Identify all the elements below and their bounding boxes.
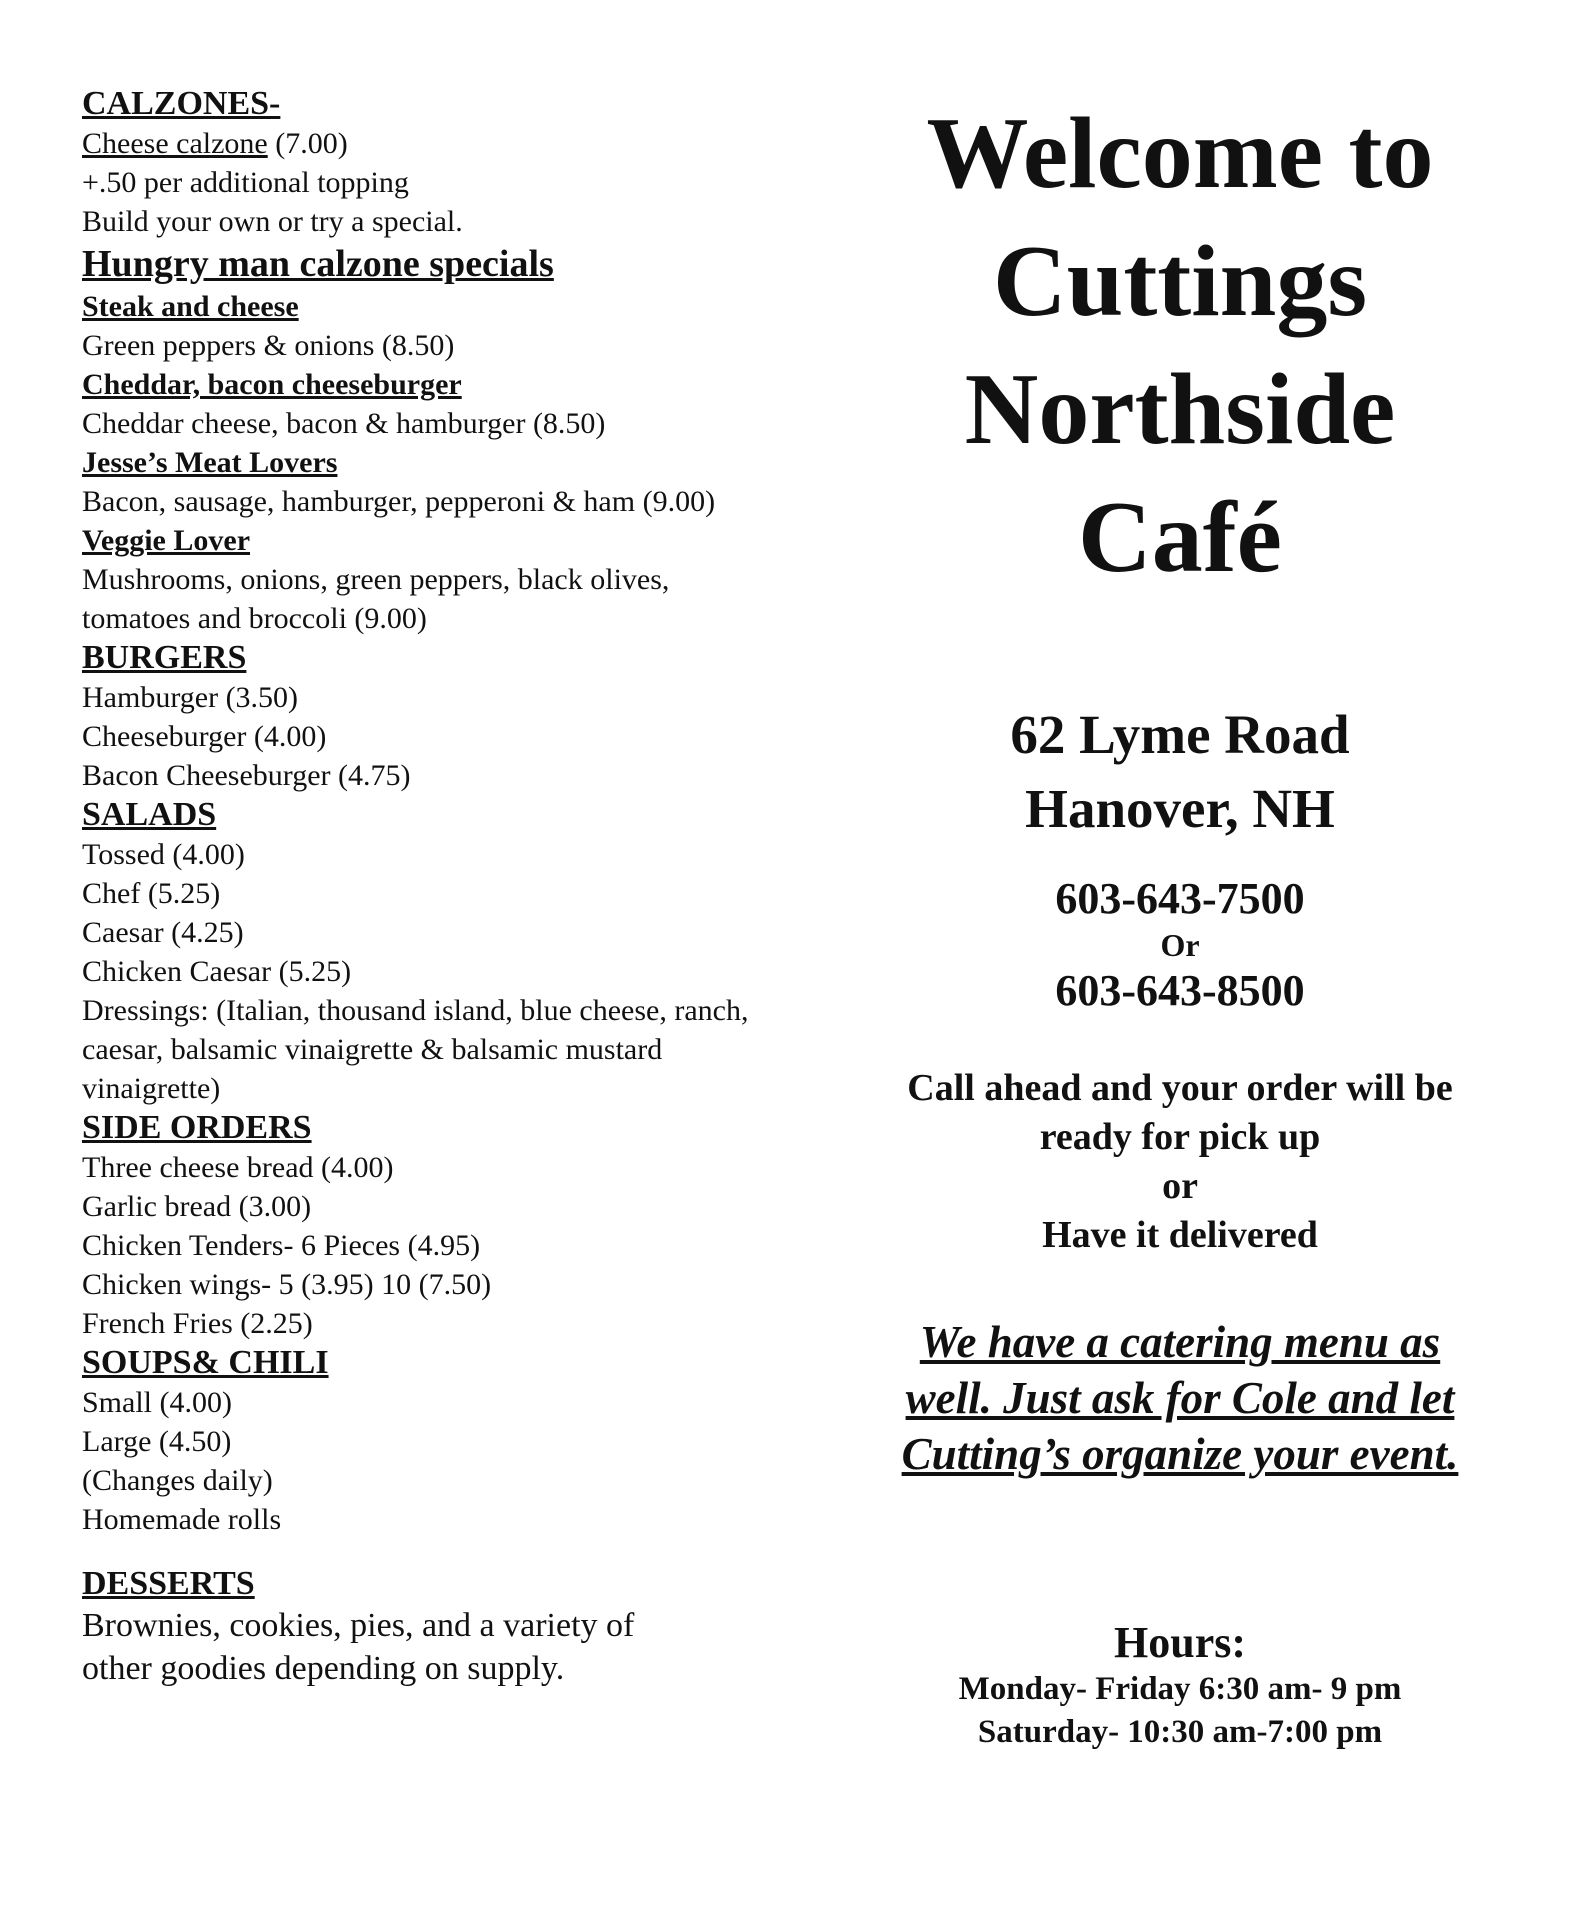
sides-heading: SIDE ORDERS: [82, 1109, 312, 1146]
call-ahead-line: or: [1162, 1165, 1198, 1207]
menu-item: French Fries (2.25): [82, 1307, 313, 1340]
special-name: Steak and cheese: [82, 290, 299, 323]
burgers-heading: BURGERS: [82, 639, 247, 676]
call-ahead-note: [860, 1064, 1500, 1260]
menu-column: [82, 84, 782, 1690]
soups-heading: SOUPS& CHILI: [82, 1344, 329, 1381]
menu-item: Garlic bread (3.00): [82, 1190, 312, 1223]
catering-note: [860, 1314, 1500, 1482]
catering-line: well. Just ask for Cole and let: [905, 1373, 1455, 1423]
menu-item: Chicken Tenders- 6 Pieces (4.95): [82, 1229, 481, 1262]
desserts-text: Brownies, cookies, pies, and a variety of other goodies depending on supply.: [82, 1607, 635, 1687]
catering-line: We have a catering menu as: [919, 1317, 1441, 1367]
phone-number: 603-643-7500: [1055, 874, 1305, 923]
cheese-calzone-price: (7.00): [267, 127, 348, 160]
call-ahead-line: Have it delivered: [1042, 1214, 1318, 1256]
specials-heading: Hungry man calzone specials: [82, 243, 554, 285]
salads-heading: SALADS: [82, 796, 217, 833]
special-desc: Green peppers & onions (8.50): [82, 329, 455, 362]
special-desc: Cheddar cheese, bacon & hamburger (8.50): [82, 407, 606, 440]
phone-or: Or: [1160, 927, 1200, 963]
spacer: [82, 1539, 782, 1564]
cheese-calzone-name: Cheese calzone: [82, 127, 268, 160]
menu-item: Small (4.00): [82, 1386, 232, 1419]
hours-title: Hours:: [1114, 1618, 1246, 1667]
menu-item: (Changes daily): [82, 1464, 273, 1497]
menu-item: Tossed (4.00): [82, 838, 245, 871]
special-name: Cheddar, bacon cheeseburger: [82, 368, 462, 401]
address: [860, 698, 1500, 846]
topping-note: +.50 per additional topping: [82, 166, 409, 199]
menu-item: Large (4.50): [82, 1425, 232, 1458]
menu-item: Chef (5.25): [82, 877, 221, 910]
special-name: Veggie Lover: [82, 524, 251, 557]
calzones-heading: CALZONES-: [82, 85, 281, 122]
build-note: Build your own or try a special.: [82, 205, 463, 238]
special-desc: Bacon, sausage, hamburger, pepperoni & ham (9.00): [82, 485, 716, 518]
welcome-line: Northside: [964, 353, 1396, 466]
welcome-line: Welcome to: [926, 97, 1434, 210]
desserts-heading: DESSERTS: [82, 1565, 255, 1602]
welcome-line: Café: [1078, 481, 1282, 594]
menu-item: Chicken Caesar (5.25): [82, 955, 352, 988]
hours-line: Saturday- 10:30 am-7:00 pm: [977, 1714, 1383, 1750]
dressings-note: Dressings: (Italian, thousand island, blue cheese, ranch, caesar, balsamic vinaigrette & balsamic mustard vinaigrette): [82, 994, 749, 1105]
call-ahead-line: ready for pick up: [1039, 1116, 1321, 1158]
address-line: 62 Lyme Road: [1010, 704, 1350, 765]
menu-item: Hamburger (3.50): [82, 681, 299, 714]
welcome-line: Cuttings: [992, 225, 1368, 338]
hours-line: Monday- Friday 6:30 am- 9 pm: [958, 1671, 1402, 1707]
catering-line: Cutting’s organize your event.: [901, 1429, 1459, 1479]
info-column: [860, 90, 1500, 1754]
phone-block: [860, 874, 1500, 1016]
cheese-calzone-item: [82, 124, 782, 163]
special-desc: Mushrooms, onions, green peppers, black olives, tomatoes and broccoli (9.00): [82, 563, 670, 635]
menu-item: Bacon Cheeseburger (4.75): [82, 759, 411, 792]
phone-number: 603-643-8500: [1055, 966, 1305, 1015]
menu-item: Chicken wings- 5 (3.95) 10 (7.50): [82, 1268, 492, 1301]
address-line: Hanover, NH: [1025, 778, 1335, 839]
menu-item: Caesar (4.25): [82, 916, 244, 949]
call-ahead-line: Call ahead and your order will be: [907, 1067, 1453, 1109]
menu-item: Three cheese bread (4.00): [82, 1151, 394, 1184]
welcome-title: [860, 90, 1500, 602]
menu-item: Cheeseburger (4.00): [82, 720, 327, 753]
menu-item: Homemade rolls: [82, 1503, 282, 1536]
special-name: Jesse’s Meat Lovers: [82, 446, 338, 479]
